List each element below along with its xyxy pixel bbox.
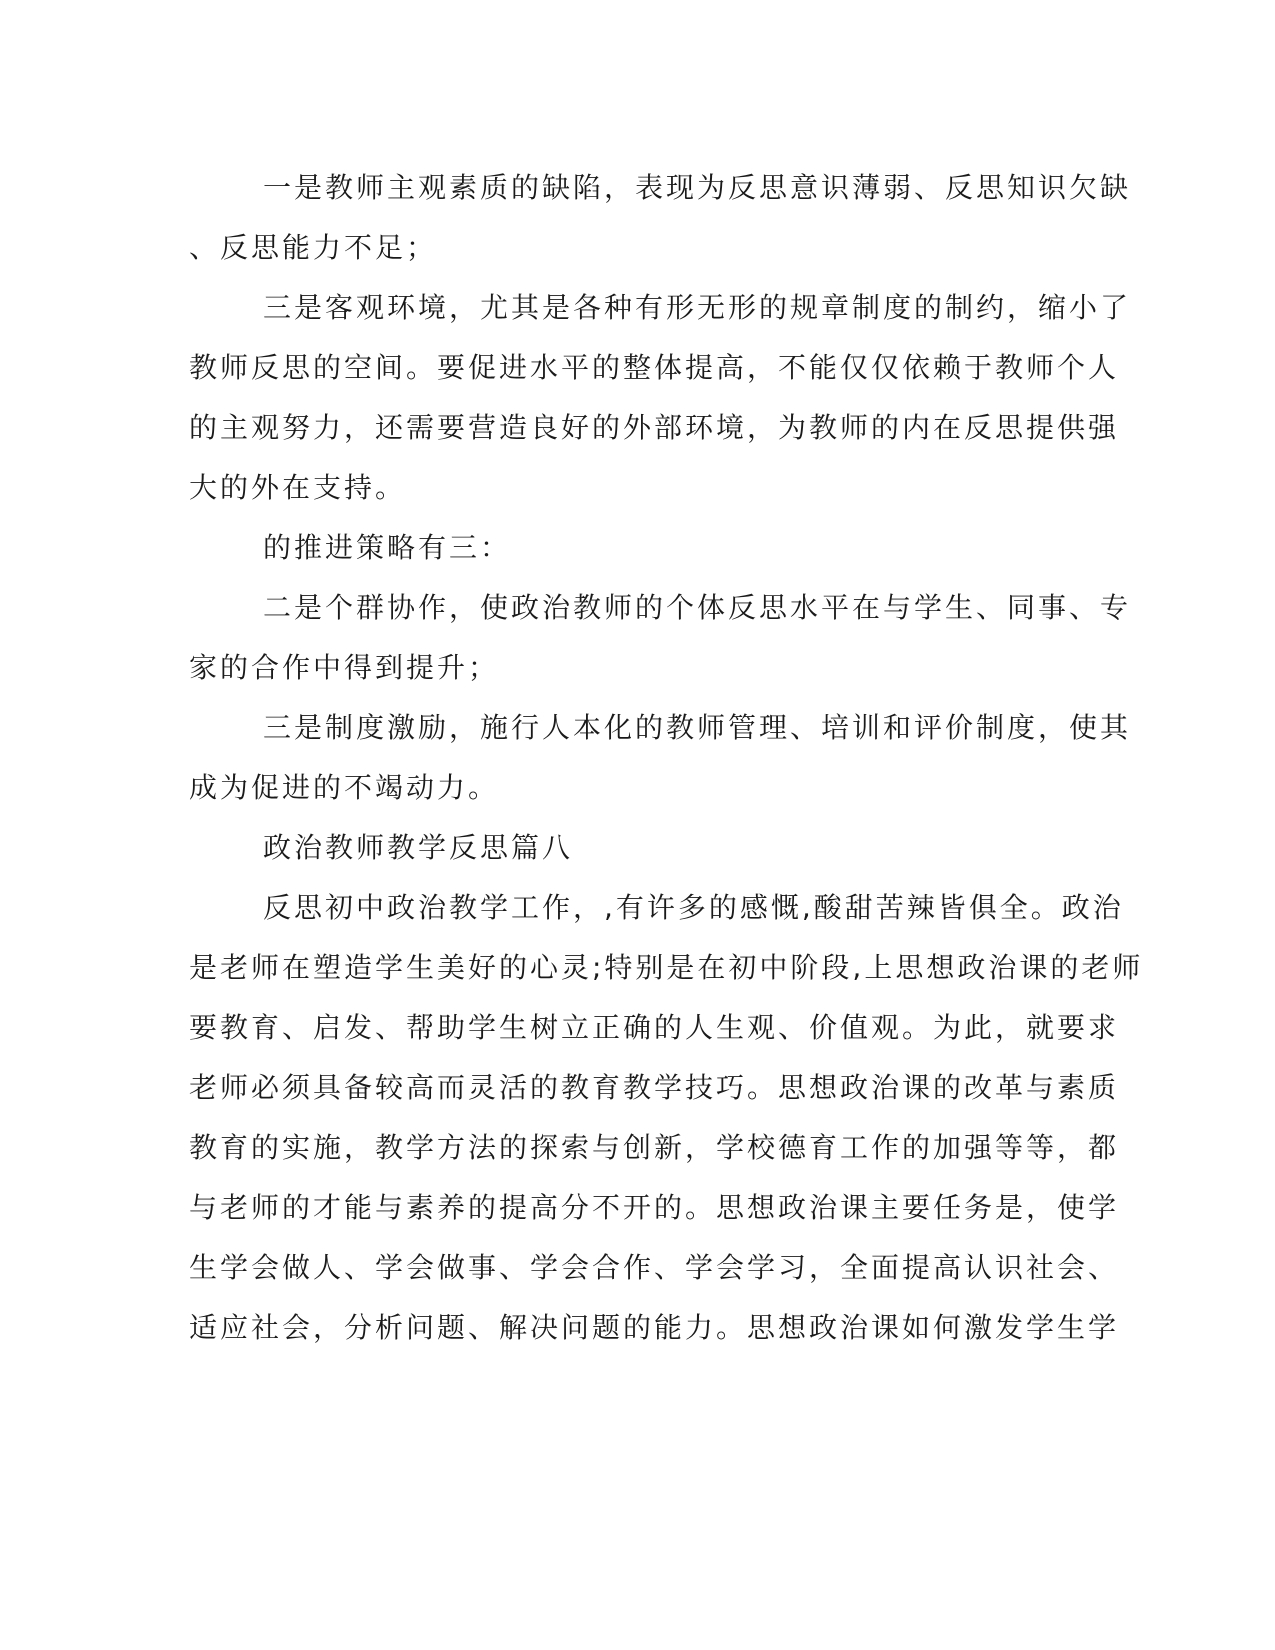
text-line: 要教育、启发、帮助学生树立正确的人生观、价值观。为此，就要求 <box>189 1011 1120 1044</box>
text-line: 的推进策略有三： <box>263 531 512 564</box>
text-line: 教育的实施，教学方法的探索与创新，学校德育工作的加强等等，都 <box>189 1131 1120 1164</box>
text-line: 三是制度激励，施行人本化的教师管理、培训和评价制度，使其 <box>263 711 1132 744</box>
text-line: 的主观努力，还需要营造良好的外部环境，为教师的内在反思提供强 <box>189 411 1120 444</box>
text-line: 反思初中政治教学工作，,有许多的感慨,酸甜苦辣皆俱全。政治 <box>263 891 1124 924</box>
text-line: 教师反思的空间。要促进水平的整体提高，不能仅仅依赖于教师个人 <box>189 351 1120 384</box>
text-line: 成为促进的不竭动力。 <box>189 771 500 804</box>
text-line: 家的合作中得到提升； <box>189 651 500 684</box>
text-line: 适应社会，分析问题、解决问题的能力。思想政治课如何激发学生学 <box>189 1311 1120 1344</box>
text-line: 二是个群协作，使政治教师的个体反思水平在与学生、同事、专 <box>263 591 1132 624</box>
text-line: 、反思能力不足； <box>189 231 438 264</box>
text-line: 与老师的才能与素养的提高分不开的。思想政治课主要任务是，使学 <box>189 1191 1120 1224</box>
text-line: 一是教师主观素质的缺陷，表现为反思意识薄弱、反思知识欠缺 <box>263 171 1132 204</box>
section-heading: 政治教师教学反思篇八 <box>263 831 574 864</box>
text-line: 生学会做人、学会做事、学会合作、学会学习，全面提高认识社会、 <box>189 1251 1120 1284</box>
text-line: 三是客观环境，尤其是各种有形无形的规章制度的制约，缩小了 <box>263 291 1132 324</box>
text-line: 老师必须具备较高而灵活的教育教学技巧。思想政治课的改革与素质 <box>189 1071 1120 1104</box>
text-line: 大的外在支持。 <box>189 471 407 504</box>
text-line: 是老师在塑造学生美好的心灵;特别是在初中阶段,上思想政治课的老师 <box>189 951 1144 984</box>
